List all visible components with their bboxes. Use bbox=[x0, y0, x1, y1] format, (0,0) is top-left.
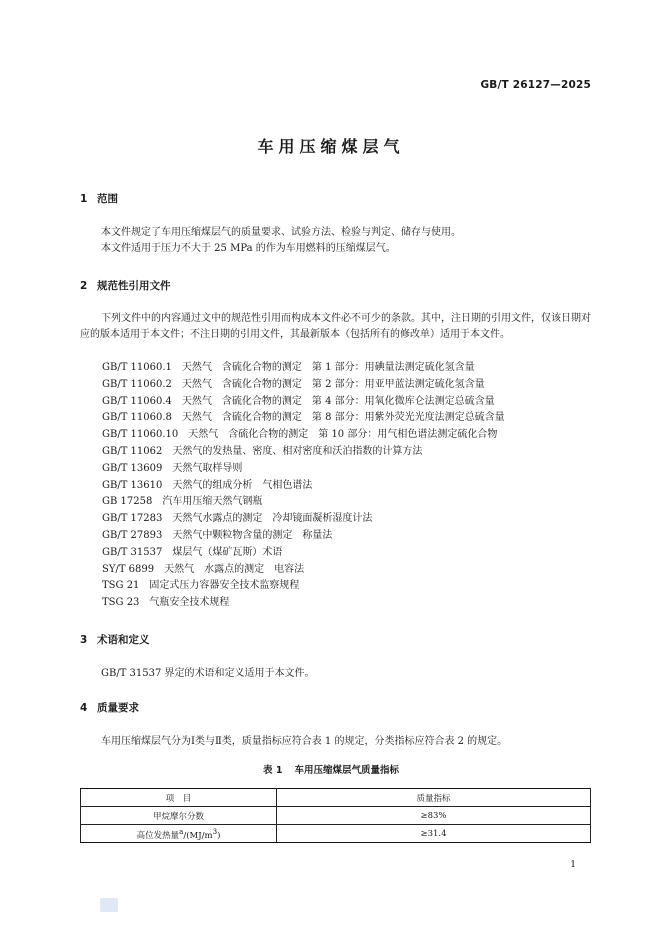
table-cell-value: ≥31.4 bbox=[277, 825, 591, 843]
section-title: 术语和定义 bbox=[97, 634, 150, 646]
section-number: 2 bbox=[80, 280, 88, 292]
table-header-item: 项 目 bbox=[81, 789, 277, 807]
page-number: 1 bbox=[570, 860, 576, 870]
watermark-logo bbox=[100, 898, 118, 912]
table-row bbox=[81, 825, 591, 843]
quality-table bbox=[80, 788, 591, 843]
table-header-value: 质量指标 bbox=[277, 789, 591, 807]
section-4-heading bbox=[80, 700, 139, 715]
footnote-mark: a bbox=[179, 826, 184, 836]
section-number: 1 bbox=[80, 193, 88, 205]
section-4-body: 车用压缩煤层气分为Ⅰ类与Ⅱ类，质量指标应符合表 1 的规定，分类指标应符合表 2 的规定。 bbox=[101, 736, 508, 747]
reference-item: GB/T 13609 天然气取样导则 bbox=[102, 462, 243, 474]
section-3-heading bbox=[80, 632, 150, 647]
table-cell-value: ≥83% bbox=[277, 807, 591, 825]
unit-exponent: 3 bbox=[212, 826, 218, 836]
section-3-body: GB/T 31537 界定的术语和定义适用于本文件。 bbox=[101, 668, 315, 679]
reference-item: GB/T 17283 天然气水露点的测定 冷却镜面凝析湿度计法 bbox=[102, 513, 373, 525]
reference-item: TSG 21 固定式压力容器安全技术监察规程 bbox=[102, 580, 300, 592]
item-text: 高位发热量 bbox=[136, 830, 180, 841]
section-title: 范围 bbox=[97, 193, 118, 205]
standard-code: GB/T 26127—2025 bbox=[480, 79, 591, 91]
table-caption-title: 车用压缩煤层气质量指标 bbox=[294, 765, 399, 776]
section-1-body bbox=[80, 225, 592, 256]
table-caption bbox=[0, 762, 662, 776]
reference-item: GB/T 11060.4 天然气 含硫化合物的测定 第 4 部分：用氧化微库仑法测定总硫含量 bbox=[102, 395, 495, 407]
paragraph: 本文件适用于压力不大于 25 MPa 的作为车用燃料的压缩煤层气。 bbox=[101, 242, 396, 254]
document-title: 车用压缩煤层气 bbox=[257, 137, 405, 156]
reference-item: GB/T 27893 天然气中颗粒物含量的测定 称量法 bbox=[102, 529, 333, 541]
section-2-intro: 下列文件中的内容通过文中的规范性引用而构成本文件必不可少的条款。其中，注日期的引用文件，仅该日期对应的版本适用于本文件；不注日期的引用文件，其最新版本（包括所有的修改单）适用于本文件。 bbox=[80, 313, 591, 340]
item-unit: /(MJ/m bbox=[183, 830, 213, 841]
reference-item: GB 17258 汽车用压缩天然气钢瓶 bbox=[102, 496, 263, 508]
reference-list bbox=[102, 360, 592, 612]
table-row bbox=[81, 807, 591, 825]
table-cell-item bbox=[81, 825, 277, 843]
section-number: 4 bbox=[80, 702, 88, 714]
section-number: 3 bbox=[80, 634, 88, 646]
section-2-heading bbox=[80, 278, 171, 293]
reference-item: GB/T 11060.1 天然气 含硫化合物的测定 第 1 部分：用碘量法测定硫化氢含量 bbox=[102, 362, 475, 373]
item-unit-end: ) bbox=[217, 830, 221, 841]
reference-item: GB/T 11060.8 天然气 含硫化合物的测定 第 8 部分：用紫外荧光光度法测定总硫含量 bbox=[102, 412, 505, 424]
reference-item: SY/T 6899 天然气 水露点的测定 电容法 bbox=[102, 563, 305, 575]
table-header-row bbox=[81, 789, 591, 807]
section-1-heading bbox=[80, 191, 118, 206]
table-caption-label: 表 1 bbox=[263, 765, 283, 776]
table-cell-item: 甲烷摩尔分数 bbox=[81, 807, 277, 825]
reference-item: GB/T 11060.10 天然气 含硫化合物的测定 第 10 部分：用气相色谱法测定硫化合物 bbox=[102, 429, 498, 441]
reference-item: GB/T 11060.2 天然气 含硫化合物的测定 第 2 部分：用亚甲蓝法测定硫化氢含量 bbox=[102, 378, 485, 390]
section-title: 质量要求 bbox=[97, 702, 139, 714]
reference-item: GB/T 13610 天然气的组成分析 气相色谱法 bbox=[102, 479, 313, 491]
paragraph: 本文件规定了车用压缩煤层气的质量要求、试验方法、检验与判定、储存与使用。 bbox=[101, 227, 461, 238]
reference-item: TSG 23 气瓶安全技术规程 bbox=[102, 597, 230, 609]
reference-item: GB/T 31537 煤层气（煤矿瓦斯）术语 bbox=[102, 546, 283, 558]
section-title: 规范性引用文件 bbox=[97, 280, 171, 292]
reference-item: GB/T 11062 天然气的发热量、密度、相对密度和沃泊指数的计算方法 bbox=[102, 445, 423, 457]
